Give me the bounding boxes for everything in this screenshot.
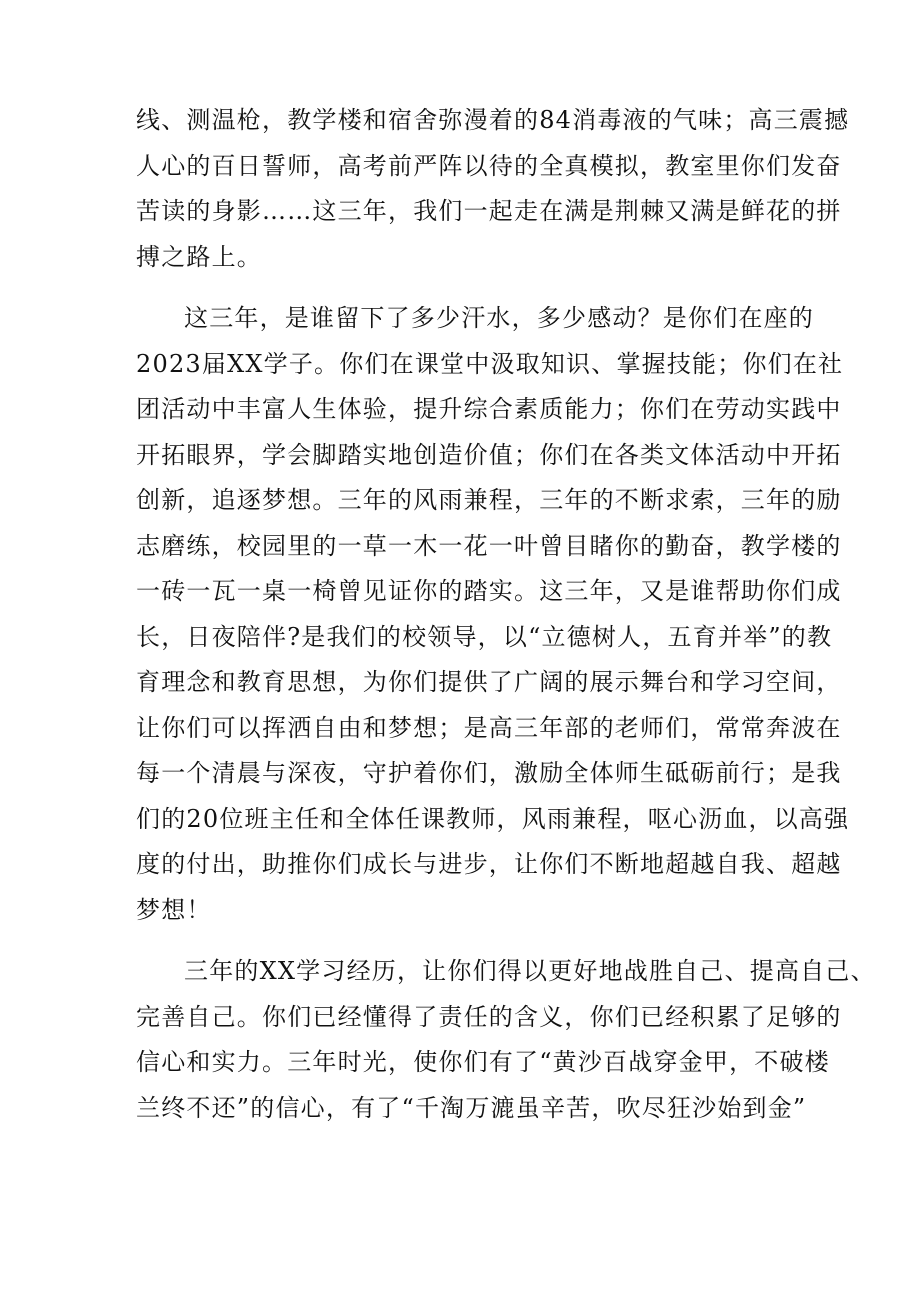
text-line: 搏之路上。 xyxy=(136,242,262,271)
text-line: 完善自己。你们已经懂得了责任的含义，你们已经积累了足够的 xyxy=(136,1002,842,1031)
text-line: 人心的百日誓师，高考前严阵以待的全真模拟，教室里你们发奋 xyxy=(136,151,842,180)
paragraph-spacer xyxy=(136,280,790,296)
text-line: 兰终不还”的信心，有了“千淘万漉虽辛苦，吹尽狂沙始到金” xyxy=(136,1093,807,1122)
paragraph-1 xyxy=(136,98,850,280)
paragraph-2 xyxy=(136,296,850,933)
text-line: 信心和实力。三年时光，使你们有了“黄沙百战穿金甲，不破楼 xyxy=(136,1048,830,1076)
text-line: 创新，追逐梦想。三年的风雨兼程，三年的不断求索，三年的励 xyxy=(136,486,842,514)
text-line: 三年的XX学习经历，让你们得以更好地战胜自己、提高自己、 xyxy=(184,957,876,985)
text-line: 让你们可以挥洒自由和梦想；是高三年部的老师们，常常奔波在 xyxy=(136,713,842,742)
text-line: 2023届XX学子。你们在课堂中汲取知识、掌握技能；你们在社 xyxy=(136,349,844,378)
text-line: 们的20位班主任和全体任课教师，风雨兼程，呕心沥血，以高强 xyxy=(136,804,850,833)
text-line: 一砖一瓦一桌一椅曾见证你的踏实。这三年，又是谁帮助你们成 xyxy=(136,577,842,605)
text-line: 育理念和教育思想，为你们提供了广阔的展示舞台和学习空间， xyxy=(136,668,842,696)
text-line: 苦读的身影……这三年，我们一起走在满是荆棘又满是鲜花的拼 xyxy=(136,197,842,225)
text-line: 志磨练，校园里的一草一木一花一叶曾目睹你的勤奋，教学楼的 xyxy=(136,531,842,560)
text-line: 这三年，是谁留下了多少汗水，多少感动？是你们在座的 xyxy=(184,304,814,332)
text-line: 每一个清晨与深夜，守护着你们，激励全体师生砥砺前行；是我 xyxy=(136,759,842,787)
paragraph-spacer xyxy=(136,933,790,949)
document-body xyxy=(136,98,876,1131)
paragraph-3 xyxy=(136,949,876,1131)
text-line: 开拓眼界，学会脚踏实地创造价值；你们在各类文体活动中开拓 xyxy=(136,440,842,469)
text-line: 度的付出，助推你们成长与进步，让你们不断地超越自我、超越 xyxy=(136,850,842,878)
text-line: 团活动中丰富人生体验，提升综合素质能力；你们在劳动实践中 xyxy=(136,395,842,423)
text-line: 梦想！ xyxy=(136,895,212,924)
text-line: 长，日夜陪伴?是我们的校领导，以“立德树人，五育并举”的教 xyxy=(136,622,833,651)
text-line: 线、测温枪，教学楼和宿舍弥漫着的84消毒液的气味；高三震撼 xyxy=(136,106,850,134)
